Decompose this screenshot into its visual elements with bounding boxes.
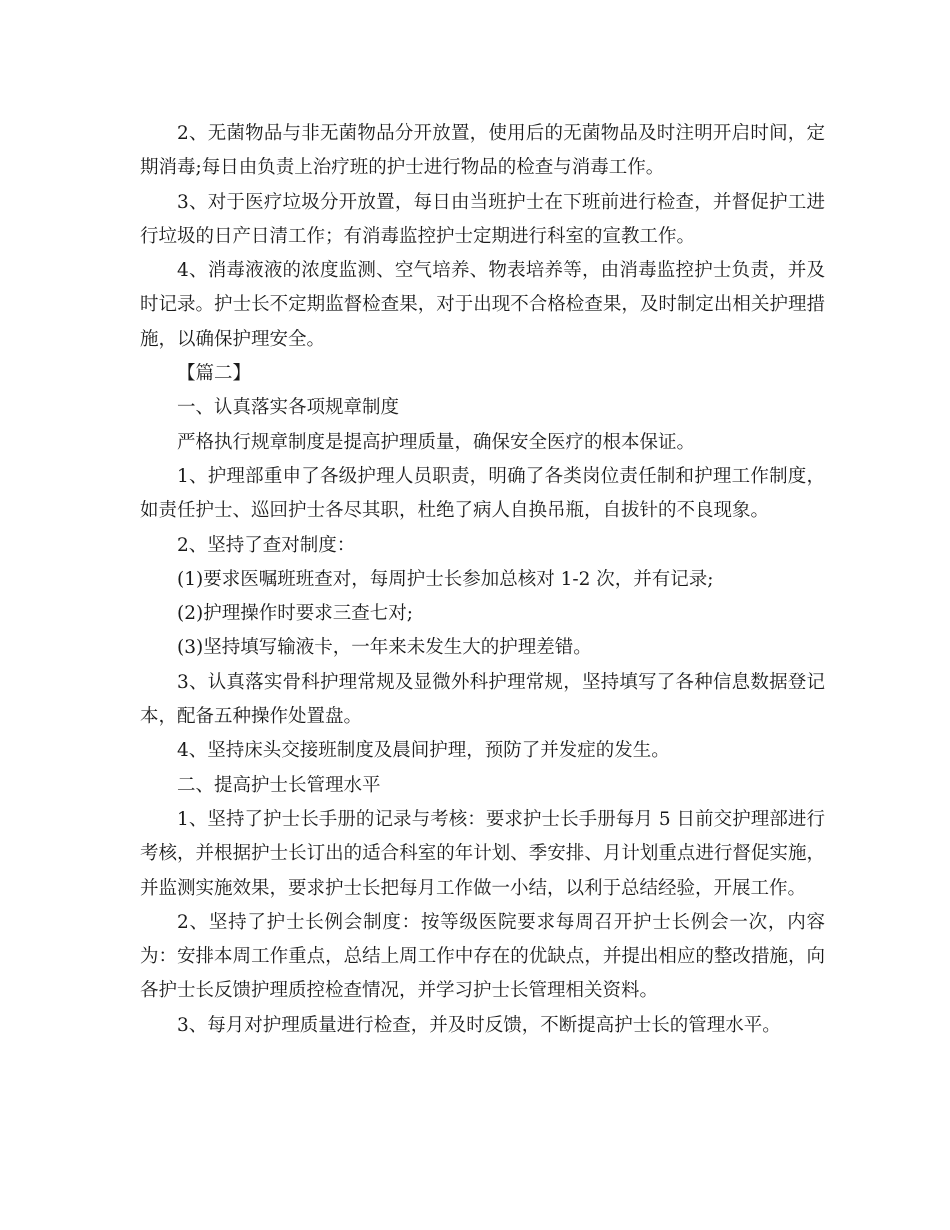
paragraph-head-nurse-handbook: 1、坚持了护士长手册的记录与考核：要求护士长手册每月 5 日前交护理部进行考核，并根据护士长订出的适合科室的年计划、季安排、月计划重点进行督促实施，并监测实施效果，要求护士长把每月工作做一小结，以利于总结经验，开展工作。 — [140, 808, 825, 899]
document-body — [140, 117, 825, 1043]
heading-rules-implementation: 一、认真落实各项规章制度 — [177, 397, 400, 419]
list-item-three-checks: (2)护理操作时要求三查七对; — [177, 603, 413, 625]
paragraph-disinfection-monitoring: 4、消毒液液的浓度监测、空气培养、物表培养等，由消毒监控护士负责，并及时记录。护士长不定期监督检查果，对于出现不合格检查果，及时制定出相关护理措施，以确保护理安全。 — [140, 260, 825, 350]
paragraph-medical-waste: 3、对于医疗垃圾分开放置，每日由当班护士在下班前进行检查，并督促护工进行垃圾的日产日清工作；有消毒监控护士定期进行科室的宣教工作。 — [140, 191, 825, 247]
list-item-infusion-card: (3)坚持填写输液卡，一年来未发生大的护理差错。 — [177, 637, 592, 659]
paragraph-check-system: 2、坚持了查对制度： — [177, 534, 356, 556]
paragraph-sterile-items: 2、无菌物品与非无菌物品分开放置，使用后的无菌物品及时注明开启时间，定期消毒;每日由负责上治疗班的护士进行物品的检查与消毒工作。 — [140, 123, 825, 179]
list-item-orders-check: (1)要求医嘱班班查对，每周护士长参加总核对 1-2 次，并有记录; — [177, 568, 714, 590]
heading-head-nurse-management: 二、提高护士长管理水平 — [177, 774, 381, 796]
paragraph-head-nurse-meetings: 2、坚持了护士长例会制度：按等级医院要求每周召开护士长例会一次，内容为：安排本周工作重点，总结上周工作中存在的优缺点，并提出相应的整改措施，向各护士长反馈护理质控检查情况，并学习护士长管理相关资料。 — [140, 911, 825, 1002]
paragraph-nursing-routines: 3、认真落实骨科护理常规及显微外科护理常规，坚持填写了各种信息数据登记本，配备五种操作处置盘。 — [140, 671, 825, 728]
paragraph-bedside-handover: 4、坚持床头交接班制度及晨间护理，预防了并发症的发生。 — [177, 740, 670, 762]
paragraph-rules-intro: 严格执行规章制度是提高护理质量，确保安全医疗的根本保证。 — [177, 431, 696, 453]
paragraph-staff-duties: 1、护理部重申了各级护理人员职责，明确了各类岗位责任制和护理工作制度，如责任护士、巡回护士各尽其职，杜绝了病人自换吊瓶，自拔针的不良现象。 — [140, 465, 825, 522]
paragraph-monthly-quality-check: 3、每月对护理质量进行检查，并及时反馈，不断提高护士长的管理水平。 — [177, 1014, 781, 1036]
section-heading-part-two: 【篇二】 — [177, 363, 252, 385]
